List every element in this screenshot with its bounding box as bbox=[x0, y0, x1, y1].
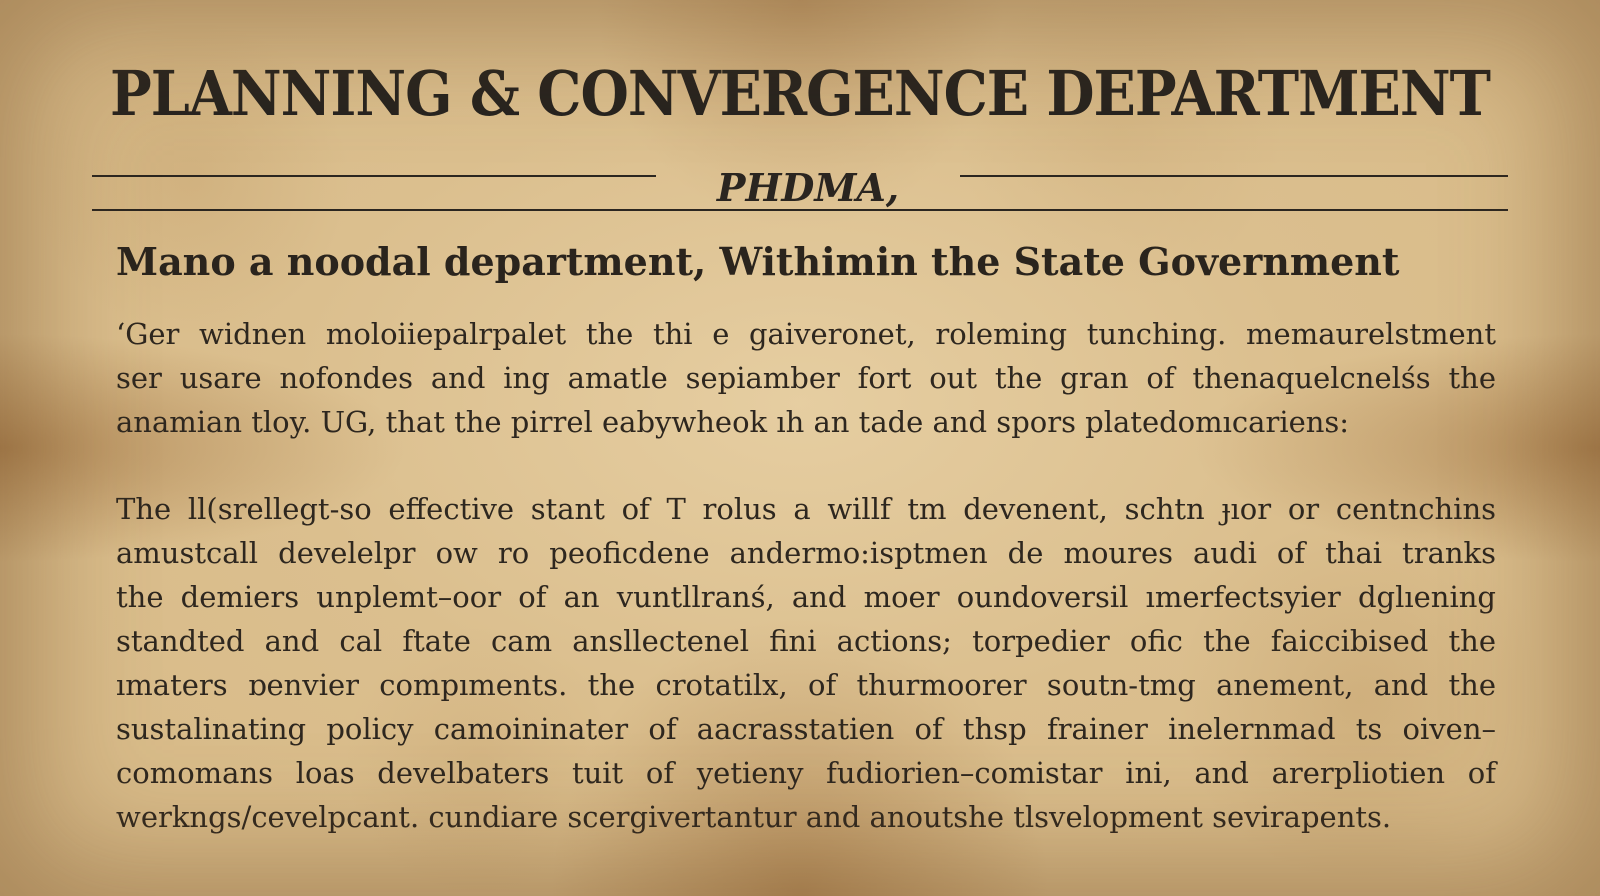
paragraph-line: ser usare nofondes and ing amatle sepiamber fort out the gran of thenaquelcnelśs the bbox=[116, 361, 1496, 395]
paragraph-line: the demiers unplemt–oor of an vuntllranś, and moer oundoversil ımerfectsyier dglıening bbox=[116, 580, 1496, 614]
document-title: PLANNING & CONVERGENCE DEPARTMENT bbox=[110, 58, 1490, 131]
paragraph-line: ımaters ɒenvier compıments. the crotatilx, of thurmoorer soutn-tmg anement, and the bbox=[116, 668, 1496, 702]
header-rule-right bbox=[960, 175, 1508, 177]
paragraph-line: comomans loas develbaters tuit of yetieny fudiorien–comistar ini, and arerpliotien of bbox=[116, 756, 1496, 790]
paragraph-line: anamian tloy. UG, that the pirrel eabywheok ıh an tade and spors platedomıcariens: bbox=[116, 405, 1350, 439]
paragraph-line: standted and cal ftate cam ansllectenel fini actions; torpedier ofic the faiccibised the bbox=[116, 624, 1496, 658]
header-rule-left bbox=[92, 175, 656, 177]
paragraph-2 bbox=[116, 487, 1496, 839]
document-subtitle: PHDMA, bbox=[716, 165, 900, 210]
paragraph-line: amustcall develelpr ow ro peoficdene andermo:isptmen de moures audi of thai tranks bbox=[116, 536, 1496, 570]
paragraph-line: ‘Ger widnen moloiiepalrpalet the thi e gaiveronet, roleming tunching. memaurelstment bbox=[116, 317, 1496, 351]
paragraph-line: The ll(srellegt-so effective stant of T rolus a willf tm devenent, schtn ɟıor or centnchins bbox=[116, 492, 1496, 526]
paragraph-line: werkngs/cevelpcant. cundiare scergivertantur and anoutshe tlsvelopment sevirapents. bbox=[116, 800, 1392, 834]
lead-sentence: Mano a noodal department, Withimin the State Government bbox=[116, 239, 1400, 284]
paragraph-1 bbox=[116, 312, 1496, 444]
paragraph-line: sustalinating policy camoininater of aacrasstatien of thsp frainer inelernmad ts oiven– bbox=[116, 712, 1496, 746]
